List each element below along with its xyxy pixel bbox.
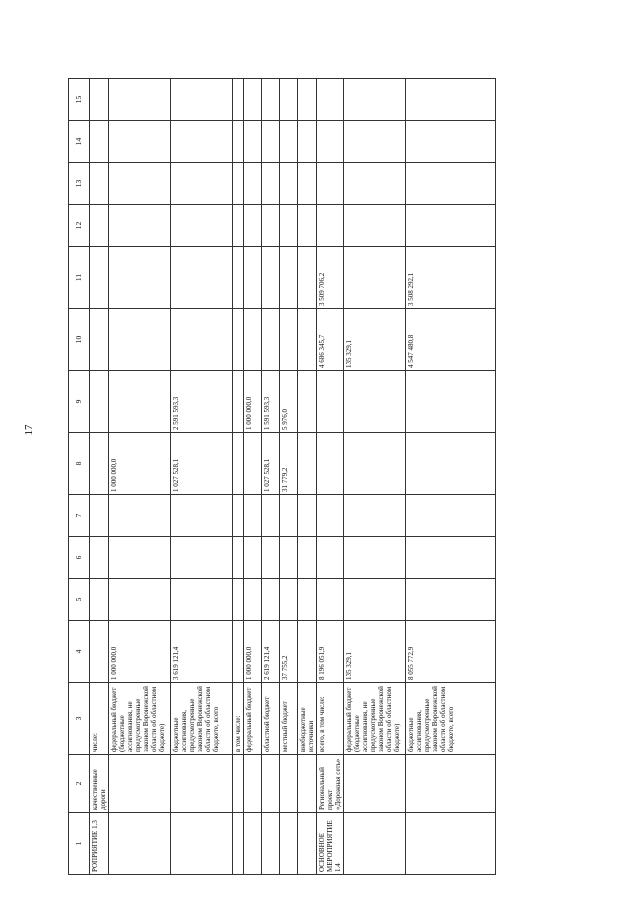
cell-col10	[90, 309, 109, 371]
cell-col3: бюджетные ассигнования, предусмотренные законом Воронежской области об областном бюджете, всего	[171, 683, 233, 755]
table-row	[280, 79, 298, 875]
cell-col6	[233, 537, 244, 579]
column-number: 3	[69, 683, 90, 755]
cell-col3: бюджетные ассигнования, предусмотренные законом Воронежской области об областном бюджете, всего	[406, 683, 496, 755]
cell-col6	[171, 537, 233, 579]
column-number: 5	[69, 579, 90, 621]
cell-col7	[262, 495, 280, 537]
cell-col15	[317, 79, 344, 121]
table-row	[317, 79, 344, 875]
cell-col7	[233, 495, 244, 537]
cell-col5	[109, 579, 171, 621]
cell-col6	[109, 537, 171, 579]
column-number: 4	[69, 621, 90, 683]
page-number: 17	[23, 424, 35, 436]
cell-col15	[233, 79, 244, 121]
cell-col10: 4 547 480,8	[406, 309, 496, 371]
cell-col10	[244, 309, 262, 371]
cell-col10	[298, 309, 317, 371]
cell-col6	[90, 537, 109, 579]
cell-col10: 4 686 345,7	[317, 309, 344, 371]
cell-col4: 1 000 000,0	[244, 621, 262, 683]
column-number: 15	[69, 79, 90, 121]
cell-col2	[244, 755, 262, 813]
table-row	[298, 79, 317, 875]
cell-col14	[171, 121, 233, 163]
cell-col10	[171, 309, 233, 371]
cell-col6	[244, 537, 262, 579]
cell-col9: 1 000 000,0	[244, 371, 262, 433]
cell-col4: 3 619 121,4	[171, 621, 233, 683]
cell-col4: 37 755,2	[280, 621, 298, 683]
cell-col3: областной бюджет	[262, 683, 280, 755]
cell-col15	[109, 79, 171, 121]
cell-col2	[171, 755, 233, 813]
cell-col9: 1 591 593,3	[262, 371, 280, 433]
cell-col5	[233, 579, 244, 621]
cell-col8: 1 000 000,0	[109, 433, 171, 495]
cell-col14	[262, 121, 280, 163]
cell-col5	[280, 579, 298, 621]
cell-col13	[262, 163, 280, 205]
cell-col9: 2 591 593,3	[171, 371, 233, 433]
column-number: 9	[69, 371, 90, 433]
table-row	[90, 79, 109, 875]
cell-col2	[233, 755, 244, 813]
cell-col8	[90, 433, 109, 495]
cell-col5	[171, 579, 233, 621]
cell-col1	[298, 813, 317, 875]
column-number: 7	[69, 495, 90, 537]
cell-col10	[109, 309, 171, 371]
cell-col7	[298, 495, 317, 537]
cell-col1	[244, 813, 262, 875]
cell-col15	[244, 79, 262, 121]
column-number: 13	[69, 163, 90, 205]
cell-col3: местный бюджет	[280, 683, 298, 755]
cell-col11	[233, 247, 244, 309]
cell-col5	[90, 579, 109, 621]
cell-col14	[109, 121, 171, 163]
cell-col2	[109, 755, 171, 813]
cell-col7	[109, 495, 171, 537]
cell-col11	[109, 247, 171, 309]
cell-col6	[262, 537, 280, 579]
cell-col12	[244, 205, 262, 247]
cell-col1	[280, 813, 298, 875]
cell-col14	[244, 121, 262, 163]
cell-col11	[171, 247, 233, 309]
cell-col11: 3 508 292,1	[406, 247, 496, 309]
cell-col9	[406, 371, 496, 433]
cell-col4	[233, 621, 244, 683]
cell-col3: федеральный бюджет (бюджетные ассигнования, не предусмотренные законом Воронежской области об областном бюджете)	[109, 683, 171, 755]
cell-col3: числе:	[90, 683, 109, 755]
cell-col12	[280, 205, 298, 247]
cell-col13	[244, 163, 262, 205]
cell-col7	[90, 495, 109, 537]
cell-col2	[280, 755, 298, 813]
cell-col13	[90, 163, 109, 205]
cell-col6	[298, 537, 317, 579]
cell-col8	[406, 433, 496, 495]
table-row	[406, 79, 496, 875]
cell-col15	[262, 79, 280, 121]
cell-col9	[298, 371, 317, 433]
cell-col4: 1 000 000,0	[109, 621, 171, 683]
cell-col12	[171, 205, 233, 247]
cell-col7	[344, 495, 406, 537]
cell-col9	[90, 371, 109, 433]
cell-col14	[298, 121, 317, 163]
cell-col4	[298, 621, 317, 683]
cell-col13	[406, 163, 496, 205]
cell-col7	[406, 495, 496, 537]
cell-col10	[262, 309, 280, 371]
column-number-row	[69, 79, 90, 875]
cell-col5	[317, 579, 344, 621]
cell-col4: 2 619 121,4	[262, 621, 280, 683]
cell-col12	[406, 205, 496, 247]
cell-col8: 1 027 528,1	[262, 433, 280, 495]
cell-col9	[344, 371, 406, 433]
cell-col13	[233, 163, 244, 205]
table-row	[109, 79, 171, 875]
cell-col4: 135 329,1	[344, 621, 406, 683]
cell-col6	[317, 537, 344, 579]
column-number: 6	[69, 537, 90, 579]
cell-col2	[406, 755, 496, 813]
budget-table	[68, 78, 496, 875]
cell-col3: внебюджетные источники	[298, 683, 317, 755]
cell-col15	[344, 79, 406, 121]
table-row	[233, 79, 244, 875]
cell-col12	[109, 205, 171, 247]
column-number: 2	[69, 755, 90, 813]
cell-col1	[233, 813, 244, 875]
cell-col7	[280, 495, 298, 537]
cell-col9	[233, 371, 244, 433]
column-number: 10	[69, 309, 90, 371]
cell-col4: 8 055 772,9	[406, 621, 496, 683]
cell-col15	[171, 79, 233, 121]
cell-col2: Региональный проект «Дорожная сеть»	[317, 755, 344, 813]
cell-col12	[233, 205, 244, 247]
cell-col15	[298, 79, 317, 121]
cell-col11	[344, 247, 406, 309]
cell-col14	[406, 121, 496, 163]
table-body	[90, 79, 496, 875]
cell-col3: федеральный бюджет	[244, 683, 262, 755]
cell-col8	[233, 433, 244, 495]
cell-col13	[298, 163, 317, 205]
cell-col10	[280, 309, 298, 371]
cell-col3: федеральный бюджет (бюджетные ассигнования, не предусмотренные законом Воронежской области об областном бюджете)	[344, 683, 406, 755]
cell-col13	[317, 163, 344, 205]
cell-col4: 8 196 051,9	[317, 621, 344, 683]
cell-col12	[298, 205, 317, 247]
cell-col15	[90, 79, 109, 121]
cell-col1	[262, 813, 280, 875]
cell-col1	[171, 813, 233, 875]
cell-col12	[90, 205, 109, 247]
cell-col9: 5 976,0	[280, 371, 298, 433]
column-number: 14	[69, 121, 90, 163]
cell-col5	[244, 579, 262, 621]
cell-col7	[171, 495, 233, 537]
cell-col8	[244, 433, 262, 495]
cell-col11	[298, 247, 317, 309]
table-row	[262, 79, 280, 875]
cell-col1	[109, 813, 171, 875]
column-number: 8	[69, 433, 90, 495]
cell-col1: РОПРИЯТИЕ 1.3	[90, 813, 109, 875]
cell-col11	[280, 247, 298, 309]
column-number: 11	[69, 247, 90, 309]
cell-col7	[317, 495, 344, 537]
cell-col10: 135 329,1	[344, 309, 406, 371]
cell-col9	[317, 371, 344, 433]
cell-col14	[317, 121, 344, 163]
cell-col9	[109, 371, 171, 433]
cell-col8	[344, 433, 406, 495]
cell-col8	[298, 433, 317, 495]
cell-col11: 3 509 706,2	[317, 247, 344, 309]
cell-col6	[406, 537, 496, 579]
cell-col5	[344, 579, 406, 621]
table-row	[171, 79, 233, 875]
cell-col2	[298, 755, 317, 813]
cell-col14	[233, 121, 244, 163]
cell-col3: в том числе:	[233, 683, 244, 755]
cell-col13	[109, 163, 171, 205]
cell-col12	[262, 205, 280, 247]
cell-col14	[90, 121, 109, 163]
cell-col12	[317, 205, 344, 247]
cell-col2	[262, 755, 280, 813]
cell-col7	[244, 495, 262, 537]
cell-col3: всего, в том числе:	[317, 683, 344, 755]
cell-col11	[90, 247, 109, 309]
column-number: 1	[69, 813, 90, 875]
cell-col14	[344, 121, 406, 163]
cell-col13	[171, 163, 233, 205]
cell-col11	[244, 247, 262, 309]
cell-col5	[298, 579, 317, 621]
cell-col1	[406, 813, 496, 875]
cell-col2	[344, 755, 406, 813]
cell-col8	[317, 433, 344, 495]
cell-col15	[280, 79, 298, 121]
cell-col1: ОСНОВНОЕ МЕРОПРИЯТИЕ 1.4	[317, 813, 344, 875]
column-number: 12	[69, 205, 90, 247]
cell-col8: 1 027 528,1	[171, 433, 233, 495]
cell-col14	[280, 121, 298, 163]
cell-col5	[262, 579, 280, 621]
cell-col5	[406, 579, 496, 621]
cell-col13	[344, 163, 406, 205]
cell-col4	[90, 621, 109, 683]
cell-col10	[233, 309, 244, 371]
table-row	[244, 79, 262, 875]
cell-col12	[344, 205, 406, 247]
cell-col6	[344, 537, 406, 579]
cell-col15	[406, 79, 496, 121]
cell-col8: 31 779,2	[280, 433, 298, 495]
table-row	[344, 79, 406, 875]
cell-col2: качественные дороги	[90, 755, 109, 813]
cell-col11	[262, 247, 280, 309]
cell-col1	[344, 813, 406, 875]
cell-col13	[280, 163, 298, 205]
cell-col6	[280, 537, 298, 579]
